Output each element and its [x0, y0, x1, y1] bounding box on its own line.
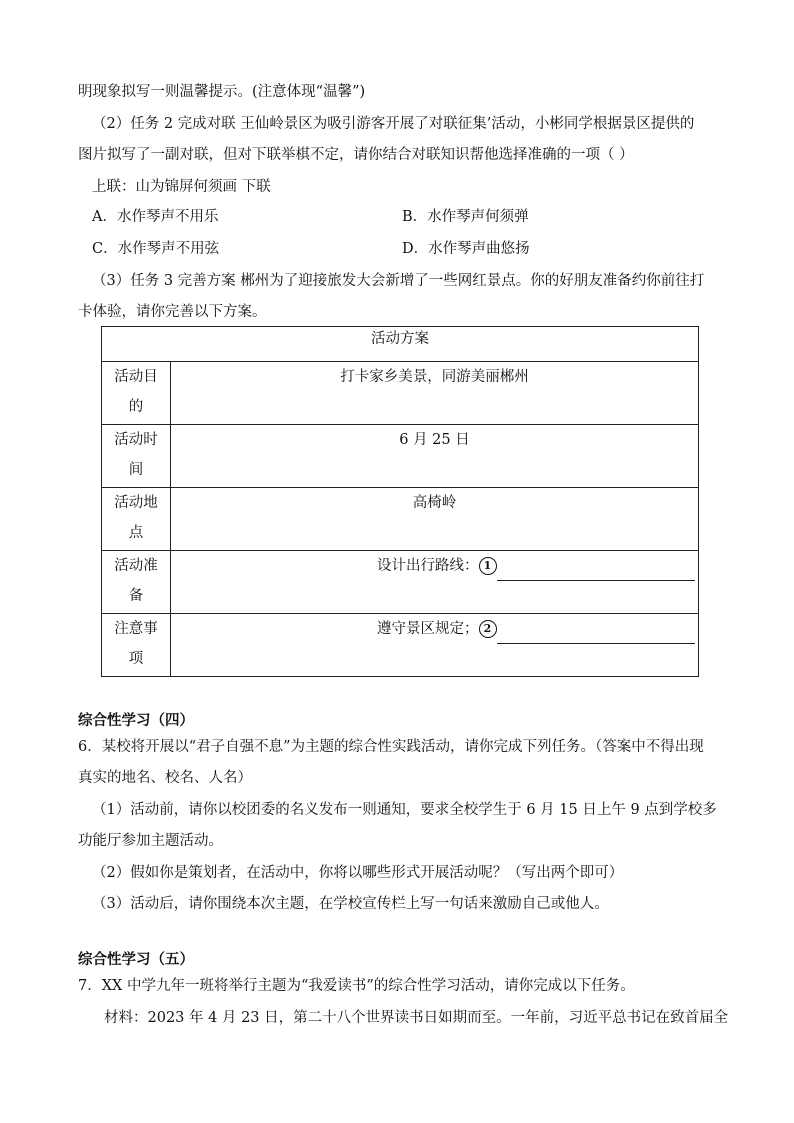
option-d[interactable]: D．水作琴声曲悠扬 [402, 241, 530, 257]
answer-blank-1[interactable] [497, 562, 695, 581]
table-header: 活动方案 [102, 327, 699, 362]
row-value: 打卡家乡美景，同游美丽郴州 [171, 362, 699, 425]
row-label: 活动准 备 [102, 551, 171, 614]
q6-line1: 6．某校将开展以“君子自强不息”为主题的综合性实践活动，请你完成下列任务。（答案中不得出现 [78, 739, 704, 755]
task3-line1: （3）任务 3 完善方案 郴州为了迎接旅发大会新增了一些网红景点。你的好朋友准备约你前往打 [92, 273, 705, 289]
couplet-upper: 上联：山为锦屏何须画 下联 [92, 179, 271, 195]
task2-line2: 图片拟写了一副对联，但对下联举棋不定，请你结合对联知识帮他选择准确的一项（ ） [78, 147, 634, 163]
section5-heading: 综合性学习（五） [78, 952, 194, 968]
top-line: 明现象拟写一则温馨提示。(注意体现“温馨”) [78, 84, 366, 100]
row-label: 注意事 项 [102, 614, 171, 677]
section4-heading: 综合性学习（四） [78, 713, 194, 729]
option-a[interactable]: A．水作琴声不用乐 [92, 209, 219, 225]
table-row [102, 614, 699, 677]
task2-line1: （2）任务 2 完成对联 王仙岭景区为吸引游客开展了对联征集’活动，小彬同学根据景区提供的 [92, 116, 695, 132]
row-label: 活动时 间 [102, 425, 171, 488]
task3-line2: 卡体验，请你完善以下方案。 [78, 304, 267, 320]
row-value: 遵守景区规定； 2 [171, 614, 699, 677]
q6-sub3: （3）活动后，请你围绕本次主题，在学校宣传栏上写一句话来激励自己或他人。 [92, 896, 609, 912]
material-line: 材料：2023 年 4 月 23 日，第二十八个世界读书日如期而至。一年前，习近平总书记在致首届全 [104, 1010, 729, 1026]
row-value: 高椅岭 [171, 488, 699, 551]
row-value: 设计出行路线： 1 [171, 551, 699, 614]
row-value: 6 月 25 日 [171, 425, 699, 488]
row-label: 活动地 点 [102, 488, 171, 551]
activity-plan-table [101, 326, 699, 677]
option-b[interactable]: B．水作琴声何须弹 [402, 209, 529, 225]
table-row [102, 362, 699, 425]
q7-line: 7．XX 中学九年一班将举行主题为“我爱读书”的综合性学习活动，请你完成以下任务。 [78, 978, 635, 994]
q6-sub1-line1: （1）活动前，请你以校团委的名义发布一则通知，要求全校学生于 6 月 15 日上午 9 点到学校多 [92, 802, 717, 818]
table-row [102, 551, 699, 614]
q6-sub2: （2）假如你是策划者，在活动中，你将以哪些形式开展活动呢？（写出两个即可） [92, 865, 624, 881]
circled-number-2: 2 [479, 620, 497, 638]
answer-blank-2[interactable] [497, 625, 695, 644]
q6-line2: 真实的地名、校名、人名） [78, 770, 252, 786]
table-row [102, 425, 699, 488]
option-c[interactable]: C．水作琴声不用弦 [92, 241, 220, 257]
table-row [102, 488, 699, 551]
row-label: 活动目 的 [102, 362, 171, 425]
circled-number-1: 1 [479, 557, 497, 575]
q6-sub1-line2: 功能厅参加主题活动。 [78, 833, 223, 849]
